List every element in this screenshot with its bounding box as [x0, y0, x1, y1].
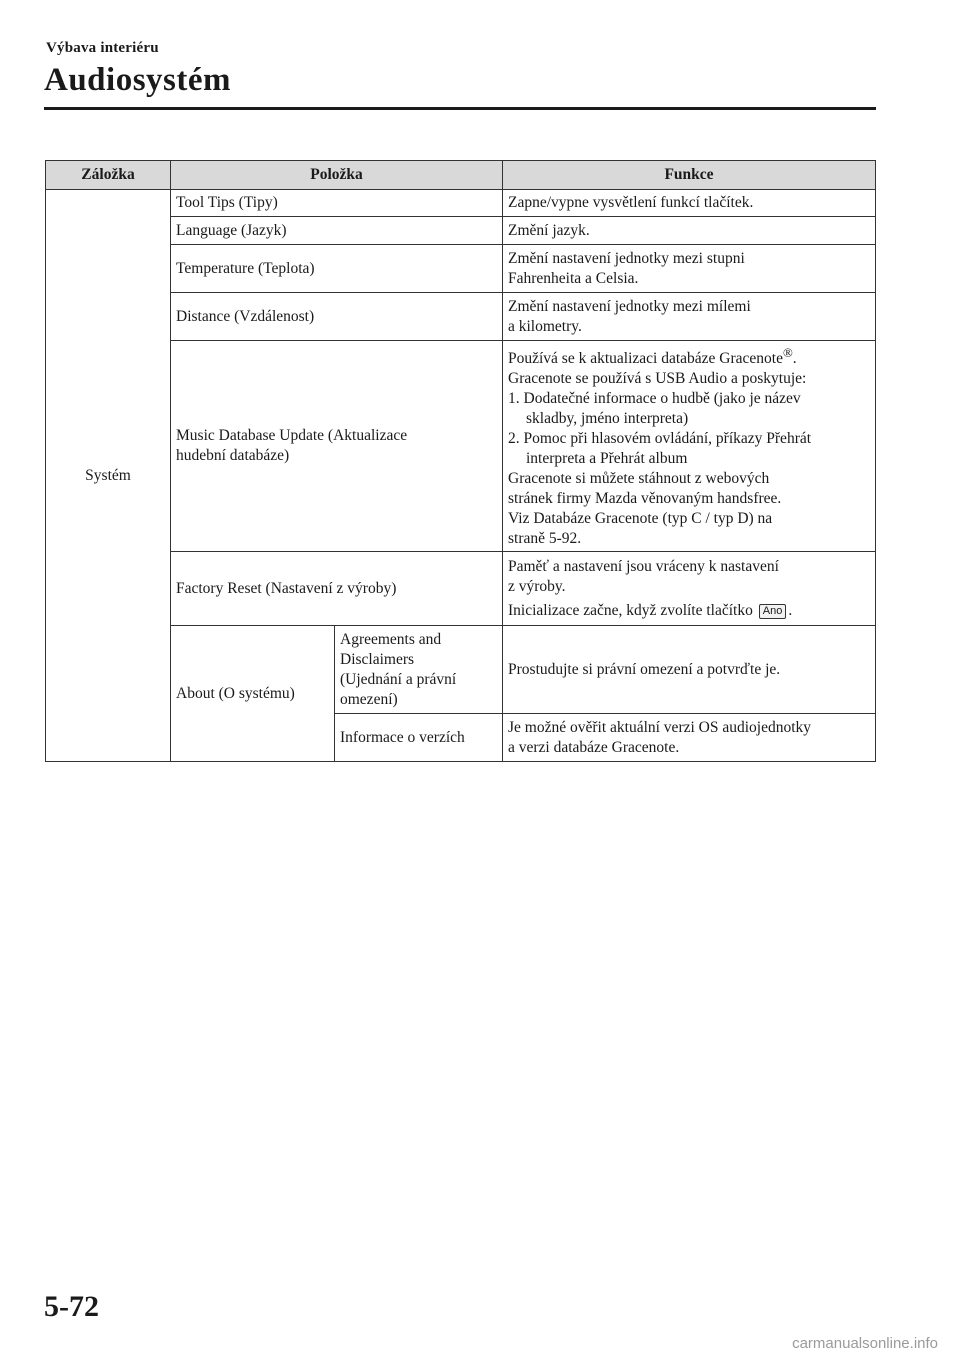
table-row	[46, 190, 876, 217]
page-title: Audiosystém	[44, 62, 232, 98]
section-label: Výbava interiéru	[46, 40, 159, 56]
function-line	[508, 343, 870, 369]
column-header-item: Položka	[171, 161, 503, 190]
settings-table	[45, 160, 876, 762]
function-text-end: .	[788, 601, 793, 619]
tab-cell-system: Systém	[46, 190, 171, 762]
function-line: 1. Dodatečné informace o hudbě (jako je název	[508, 390, 801, 408]
function-line: straně 5-92.	[508, 530, 582, 548]
function-line: a verzi databáze Gracenote.	[508, 738, 680, 756]
function-line: a kilometry.	[508, 317, 582, 335]
title-divider	[44, 107, 876, 110]
ano-button-label: Ano	[759, 604, 787, 619]
function-line: interpreta a Přehrát album	[526, 450, 688, 468]
table-header-row	[46, 161, 876, 190]
item-cell: Language (Jazyk)	[171, 217, 503, 245]
item-cell	[171, 341, 503, 552]
function-cell	[503, 714, 876, 762]
function-line: Gracenote si můžete stáhnout z webových	[508, 470, 770, 488]
subitem-line: Disclaimers	[340, 650, 415, 668]
item-cell: Distance (Vzdálenost)	[171, 293, 503, 341]
item-cell: Tool Tips (Tipy)	[171, 190, 503, 217]
subitem-cell	[335, 626, 503, 714]
function-line: Viz Databáze Gracenote (typ C / typ D) na	[508, 510, 773, 528]
table-row	[46, 293, 876, 341]
function-line: Fahrenheita a Celsia.	[508, 269, 639, 287]
function-cell: Prostudujte si právní omezení a potvrďte je.	[503, 626, 876, 714]
function-line: Změní nastavení jednotky mezi stupni	[508, 249, 745, 267]
item-cell: Factory Reset (Nastavení z výroby)	[171, 552, 503, 626]
function-cell: Zapne/vypne vysvětlení funkcí tlačítek.	[503, 190, 876, 217]
registered-mark: ®	[782, 345, 793, 360]
subitem-line: omezení)	[340, 690, 398, 708]
function-cell: Změní jazyk.	[503, 217, 876, 245]
function-line: Gracenote se používá s USB Audio a poskytuje:	[508, 370, 807, 388]
function-line: skladby, jméno interpreta)	[526, 410, 689, 428]
table-row	[46, 245, 876, 293]
item-cell: Temperature (Teplota)	[171, 245, 503, 293]
page-number: 5-72	[44, 1290, 99, 1323]
function-cell	[503, 341, 876, 552]
item-line: Music Database Update (Aktualizace	[176, 427, 408, 445]
item-line: hudební databáze)	[176, 447, 290, 465]
column-header-tab: Záložka	[46, 161, 171, 190]
subitem-line: Agreements and	[340, 630, 442, 648]
function-cell	[503, 552, 876, 626]
subitem-line: (Ujednání a právní	[340, 670, 457, 688]
function-line: Změní nastavení jednotky mezi mílemi	[508, 297, 751, 315]
function-line: Paměť a nastavení jsou vráceny k nastavení	[508, 557, 779, 575]
function-line: stránek firmy Mazda věnovaným handsfree.	[508, 490, 782, 508]
function-cell	[503, 245, 876, 293]
watermark-link[interactable]: carmanualsonline.info	[792, 1335, 938, 1352]
column-header-function: Funkce	[503, 161, 876, 190]
table-row	[46, 217, 876, 245]
function-text: Používá se k aktualizaci databáze Gracenote	[508, 350, 783, 368]
function-line	[508, 601, 870, 621]
item-cell: About (O systému)	[171, 626, 335, 762]
function-text: Inicializace začne, když zvolíte tlačítko	[508, 601, 753, 619]
function-line: Je možné ověřit aktuální verzi OS audiojednotky	[508, 718, 812, 736]
table-row	[46, 341, 876, 552]
function-text-end: .	[792, 350, 797, 368]
function-cell	[503, 293, 876, 341]
function-line: z výroby.	[508, 577, 566, 595]
function-line: 2. Pomoc při hlasovém ovládání, příkazy Přehrát	[508, 430, 812, 448]
subitem-cell: Informace o verzích	[335, 714, 503, 762]
table-row	[46, 552, 876, 626]
table-row	[46, 626, 876, 714]
